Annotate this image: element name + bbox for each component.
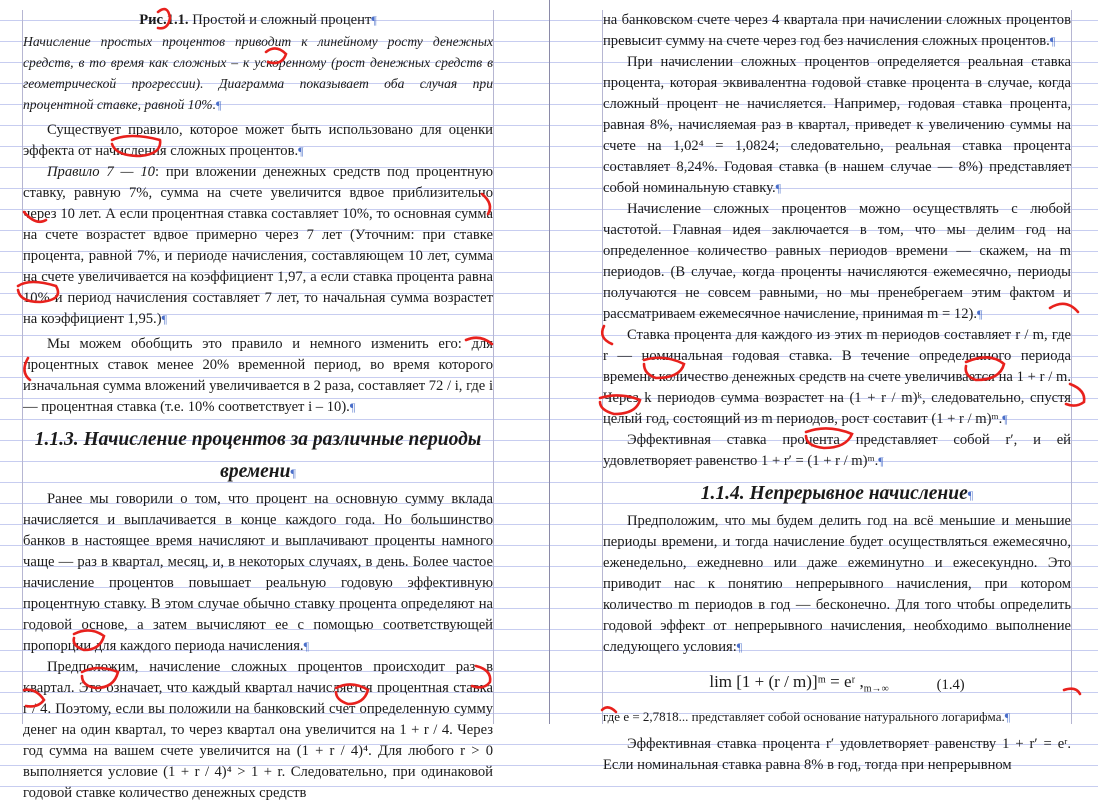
paragraph-rule-intro <box>23 120 493 162</box>
paragraph-continuous-effective <box>603 734 1071 776</box>
paragraph-any-frequency <box>603 199 1071 325</box>
paragraph-text: При начислении сложных процентов определяется реальная ставка процента, которая эквивалентна годовой ставке процента в случае, когда сложный процент не начисляется. Например, годовая ставка процента, равная 8%, начисляемая раз в квартал, приведет к увеличению суммы на счете на 1,02⁴ = 1,0824; следовательно, реальная ставка процента составляет 8,24%. Годовая ставка (в нашем случае — 8%) представляет собой номинальную ставку. <box>603 54 1071 196</box>
page-divider <box>549 0 550 724</box>
paragraph-text: Существует правило, которое может быть использовано для оценки эффекта от начисления сложных процентов. <box>23 122 493 159</box>
heading-text: 1.1.3. Начисление процентов за различные периоды времени <box>34 429 482 482</box>
paragraph-text: : при вложении денежных средств под процентную ставку, равную 7%, сумма на счете увеличится вдвое приблизительно через 10 лет. А если процентная ставка составляет 10%, то основная сумма на счете возрастет вдвое примерно через 7 лет (Уточним: при ставке процента, равной 7%, и периоде начисления, составляющем 10 лет, сумма на счете увеличивается на коэффициент 1,97, а если ставка процента равна 10% и период начисления составляет 7 лет, то начальная сумма возрастет на коэффициент 1,95.) <box>23 164 493 327</box>
pilcrow-mark: ¶ <box>215 98 222 112</box>
figure-caption-title <box>23 10 493 31</box>
right-page-column <box>602 10 1072 773</box>
paragraph-text: Начисление сложных процентов можно осуществлять с любой частотой. Главная идея заключается в том, что мы делим год на определенное количество равных периодов времени — скажем, на m периодов. (В случае, когда проценты начисляются ежемесячно, периоды получаются не совсем равными, но мы пренебрегаем этим фактом и рассматриваем ежемесячное начисление, принимая m = 12). <box>603 201 1071 322</box>
formula-1-4 <box>603 664 1071 706</box>
pilcrow-mark: ¶ <box>878 454 884 468</box>
formula-text: lim [1 + (r / m)]ᵐ = eʳ , <box>709 671 864 691</box>
pilcrow-mark: ¶ <box>371 13 377 27</box>
section-heading-1-1-3 <box>23 424 493 489</box>
equation-number: (1.4) <box>936 676 965 693</box>
pilcrow-mark: ¶ <box>161 312 167 326</box>
paragraph-text: где e = 2,7818... представляет собой основание натурального логарифма. <box>603 709 1005 724</box>
rule-name: Правило 7 — 10 <box>47 164 155 180</box>
paragraph-effective-rate <box>603 52 1071 199</box>
paragraph-continuous <box>603 511 1071 658</box>
paragraph-effective-equation <box>603 430 1071 472</box>
paragraph-text: Ранее мы говорили о том, что процент на основную сумму вклада начисляется и выплачивается в конце каждого года. Но большинство банков в настоящее время начисляют и выплачивают проценты намного чаще — раз в квартал, месяц, и, в некоторых случаях, в день. Более частое начисление процентов повышает реальную годовую эффективную процентную ставку. В этом случае обычно ставку процента определяют на годовой основе, а затем вычисляют ее с помощью соответствующей пропорции для каждого периода начисления. <box>23 491 493 654</box>
paragraph-rule-72 <box>23 334 493 418</box>
paragraph-rule-7-10 <box>23 162 493 330</box>
figure-title: Простой и сложный процент <box>188 12 372 28</box>
pilcrow-mark: ¶ <box>1002 412 1008 426</box>
paragraph-text: Предположим, что мы будем делить год на всё меньшие и меньшие периоды времени, и тогда начисление будет осуществляться ежемесячно, еженедельно, ежедневно или даже ежеминутно и ежесекундно. Это приводит нас к понятию непрерывного начисления, при котором количество m периодов в год — бесконечно. Для того чтобы определить годовой эффект от непрерывного начисления, необходимо выполнение следующего условия: <box>603 513 1071 655</box>
paragraph-text: Эффективная ставка процента r′ удовлетворяет равенству 1 + r′ = eʳ. Если номинальная ставка равна 8% в год, тогда при непрерывном <box>603 736 1071 773</box>
pilcrow-mark: ¶ <box>967 488 974 502</box>
paragraph-m-periods <box>603 325 1071 430</box>
paragraph-text: Ставка процента для каждого из этих m периодов составляет r / m, где r — номинальная годовая ставка. В течение определенного периода времени количество денежных средств на счете увеличивается на 1 + r / m. Через k периодов сумма возрастет на (1 + r / m)ᵏ, следовательно, спустя целый год, состоящий из m периодов, рост составит (1 + r / m)ᵐ. <box>603 327 1071 427</box>
section-heading-1-1-4 <box>603 478 1071 511</box>
pilcrow-mark: ¶ <box>290 466 296 480</box>
paragraph-text: Эффективная ставка процента представляет собой r′, и ей удовлетворяет равенство 1 + r′ = (1 + r / m)ᵐ. <box>603 432 1071 469</box>
pilcrow-mark: ¶ <box>1004 710 1011 724</box>
left-page-column <box>22 10 494 801</box>
paragraph-e-definition <box>603 706 1071 728</box>
pilcrow-mark: ¶ <box>736 640 743 654</box>
pilcrow-mark: ¶ <box>303 639 310 653</box>
paragraph-text: на банковском счете через 4 квартала при начислении сложных процентов превысит сумму на счете через год без начисления сложных процентов. <box>603 12 1071 49</box>
figure-caption-body: Начисление простых процентов приводит к линейному росту денежных средств, в то время как сложных – к ускоренному (рост денежных средств в геометрической прогрессии). Диаграмма показывает оба случая при процентной ставке, равной 10%. <box>23 34 493 112</box>
paragraph-compounding-frequency <box>23 489 493 657</box>
pilcrow-mark: ¶ <box>298 144 304 158</box>
pilcrow-mark: ¶ <box>349 400 356 414</box>
formula-subscript: m→∞ <box>863 683 889 695</box>
limit-formula <box>709 671 888 699</box>
heading-text: 1.1.4. Непрерывное начисление <box>700 483 968 504</box>
paragraph-text: Мы можем обобщить это правило и немного изменить его: для процентных ставок менее 20% временной период, во время которого изначальная сумма вложений увеличивается в 2 раза, составляет 72 / i, где i — процентная ставка (т.е. 10% соответствует i – 10). <box>23 336 493 415</box>
pilcrow-mark: ¶ <box>977 307 983 321</box>
figure-label: Рис.1.1. <box>139 12 189 28</box>
paragraph-continued <box>603 10 1071 52</box>
paragraph-text: Предположим, начисление сложных процентов происходит раз в квартал. Это означает, что каждый квартал начисляется процентная ставка r / 4. Поэтому, если вы положили на банковский счет определенную сумму денег на один квартал, то через квартал она увеличится на 1 + r / 4. Через год сумма на вашем счете увеличится на (1 + r / 4)⁴. Для любого r > 0 выполняется условие (1 + r / 4)⁴ > 1 + r. Следовательно, при одинаковой годовой ставке количество денежных средств <box>23 659 493 801</box>
pilcrow-mark: ¶ <box>775 181 782 195</box>
figure-caption-text <box>23 31 493 116</box>
pilcrow-mark: ¶ <box>1049 34 1056 48</box>
paragraph-quarterly <box>23 657 493 804</box>
